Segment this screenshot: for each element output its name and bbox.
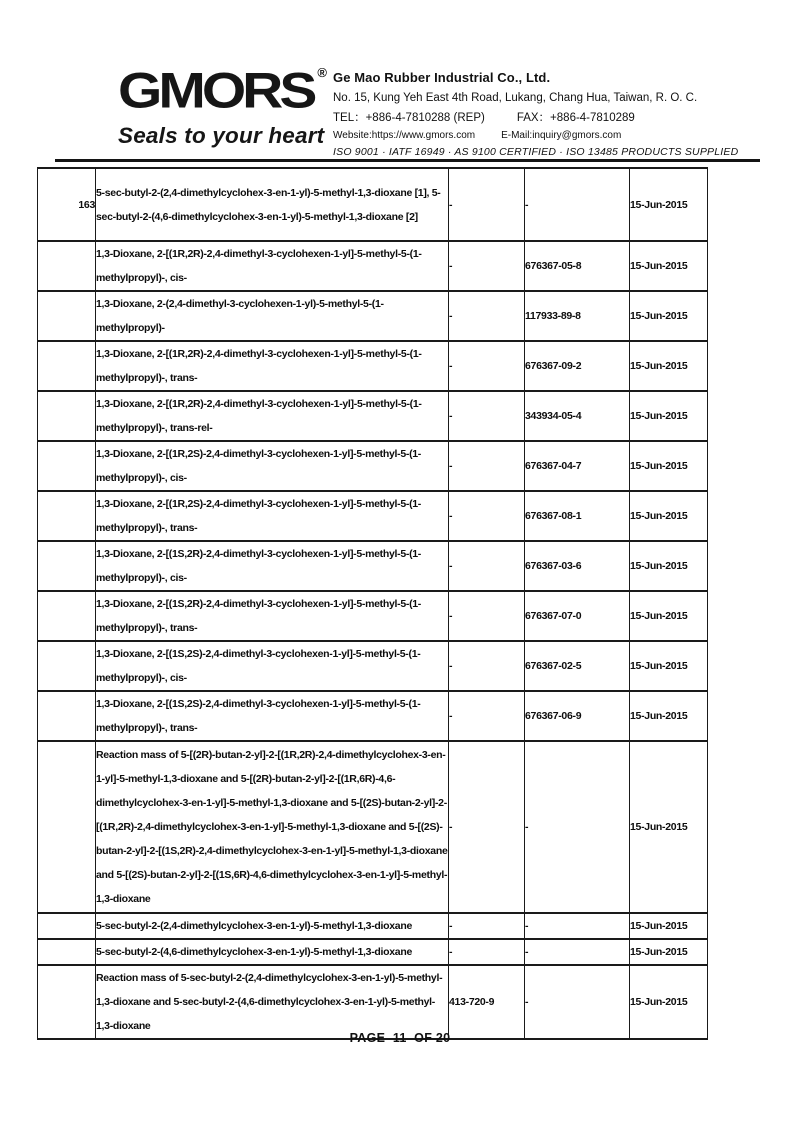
substance-name-cell: 1,3-Dioxane, 2-[(1R,2S)-2,4-dimethyl-3-cyclohexen-1-yl]-5-methyl-5-(1-methylpropyl)-, trans- [96,491,449,541]
table-row [38,341,708,391]
substance-no-cell [38,939,96,965]
date-cell: 15-Jun-2015 [630,391,708,441]
substance-name-cell: 1,3-Dioxane, 2-[(1R,2R)-2,4-dimethyl-3-cyclohexen-1-yl]-5-methyl-5-(1-methylpropyl)-, trans- [96,341,449,391]
table-row [38,168,708,241]
table-row [38,741,708,913]
substance-no-cell [38,641,96,691]
cas-number-cell: 676367-08-1 [525,491,630,541]
table-row [38,291,708,341]
cas-number-cell: 676367-07-0 [525,591,630,641]
substance-no-cell [38,691,96,741]
web-email-line [333,130,693,141]
substance-name-cell: 1,3-Dioxane, 2-[(1S,2R)-2,4-dimethyl-3-cyclohexen-1-yl]-5-methyl-5-(1-methylpropyl)-, trans- [96,591,449,641]
date-cell: 15-Jun-2015 [630,591,708,641]
table-row [38,441,708,491]
cas-number-cell: 343934-05-4 [525,391,630,441]
tel-fax-line [333,109,693,125]
date-cell: 15-Jun-2015 [630,241,708,291]
date-cell: 15-Jun-2015 [630,291,708,341]
cas-number-cell: 676367-02-5 [525,641,630,691]
table-row [38,939,708,965]
substance-name-cell: 1,3-Dioxane, 2-[(1R,2R)-2,4-dimethyl-3-cyclohexen-1-yl]-5-methyl-5-(1-methylpropyl)-, cis- [96,241,449,291]
company-address: No. 15, Kung Yeh East 4th Road, Lukang, Chang Hua, Taiwan, R. O. C. [333,92,698,104]
logo-tagline: Seals to your heart [118,123,325,148]
ec-number-cell: - [449,741,525,913]
ec-number-cell: - [449,913,525,939]
substance-name-cell: 1,3-Dioxane, 2-[(1R,2S)-2,4-dimethyl-3-cyclohexen-1-yl]-5-methyl-5-(1-methylpropyl)-, cis- [96,441,449,491]
substance-name-cell: 1,3-Dioxane, 2-[(1S,2R)-2,4-dimethyl-3-cyclohexen-1-yl]-5-methyl-5-(1-methylpropyl)-, cis- [96,541,449,591]
ec-number-cell: - [449,491,525,541]
substance-name-cell: 5-sec-butyl-2-(4,6-dimethylcyclohex-3-en-1-yl)-5-methyl-1,3-dioxane [96,939,449,965]
substance-name-cell: 1,3-Dioxane, 2-[(1S,2S)-2,4-dimethyl-3-cyclohexen-1-yl]-5-methyl-5-(1-methylpropyl)-, trans- [96,691,449,741]
ec-number-cell: 413-720-9 [449,965,525,1039]
substance-no-cell [38,591,96,641]
substance-no-cell [38,391,96,441]
ec-number-cell: - [449,341,525,391]
date-cell: 15-Jun-2015 [630,441,708,491]
company-name: Ge Mao Rubber Industrial Co., Ltd. [333,70,551,85]
substance-name-cell: Reaction mass of 5-sec-butyl-2-(2,4-dimethylcyclohex-3-en-1-yl)-5-methyl-1,3-dioxane and 5-sec-butyl-2-(4,6-dimethylcyclohex-3-en-1-yl)-5-methyl-1,3-dioxane [96,965,449,1039]
date-cell: 15-Jun-2015 [630,741,708,913]
substance-no-cell [38,965,96,1039]
cas-number-cell: 676367-04-7 [525,441,630,491]
substance-no-cell [38,441,96,491]
date-cell: 15-Jun-2015 [630,965,708,1039]
cas-number-cell: 676367-05-8 [525,241,630,291]
table-row [38,491,708,541]
ec-number-cell: - [449,541,525,591]
substance-name-cell: 5-sec-butyl-2-(2,4-dimethylcyclohex-3-en-1-yl)-5-methyl-1,3-dioxane [1], 5-sec-butyl-2-(4,6-dimethylcyclohex-3-en-1-yl)-5-methyl-1,3-dioxane [2] [96,168,449,241]
table-row [38,541,708,591]
cas-number-cell: - [525,965,630,1039]
table-row [38,691,708,741]
date-cell: 15-Jun-2015 [630,691,708,741]
substance-name-cell: 1,3-Dioxane, 2-(2,4-dimethyl-3-cyclohexen-1-yl)-5-methyl-5-(1-methylpropyl)- [96,291,449,341]
substance-no-cell [38,491,96,541]
ec-number-cell: - [449,641,525,691]
ec-number-cell: - [449,939,525,965]
substance-no-cell [38,913,96,939]
header-separator-rule [55,159,760,162]
cas-number-cell: - [525,913,630,939]
certifications-line: ISO 9001 · IATF 16949 · AS 9100 CERTIFIED · ISO 13485 PRODUCTS SUPPLIED [333,146,739,158]
registered-trademark-icon: ® [317,65,327,80]
gmors-logo-text: GMORS [118,62,314,119]
website-url: Website:https://www.gmors.com [333,130,476,141]
company-info [333,70,739,158]
substance-no-cell [38,291,96,341]
table-row [38,591,708,641]
substance-no-cell [38,741,96,913]
substance-name-cell: 1,3-Dioxane, 2-[(1R,2R)-2,4-dimethyl-3-cyclohexen-1-yl]-5-methyl-5-(1-methylpropyl)-, trans-rel- [96,391,449,441]
cas-number-cell: - [525,168,630,241]
table-row [38,641,708,691]
ec-number-cell: - [449,291,525,341]
date-cell: 15-Jun-2015 [630,491,708,541]
cas-number-cell: 676367-06-9 [525,691,630,741]
date-cell: 15-Jun-2015 [630,641,708,691]
substance-name-cell: 5-sec-butyl-2-(2,4-dimethylcyclohex-3-en-1-yl)-5-methyl-1,3-dioxane [96,913,449,939]
ec-number-cell: - [449,391,525,441]
table-row [38,965,708,1039]
substance-no-cell [38,541,96,591]
ec-number-cell: - [449,691,525,741]
substance-no-cell [38,241,96,291]
logo-row [118,62,338,123]
substance-name-cell: 1,3-Dioxane, 2-[(1S,2S)-2,4-dimethyl-3-cyclohexen-1-yl]-5-methyl-5-(1-methylpropyl)-, cis- [96,641,449,691]
cas-number-cell: - [525,939,630,965]
ec-number-cell: - [449,441,525,491]
date-cell: 15-Jun-2015 [630,541,708,591]
tel-number: TEL：+886-4-7810288 (REP) [333,112,485,124]
cas-number-cell: 676367-03-6 [525,541,630,591]
cas-number-cell: 676367-09-2 [525,341,630,391]
table-row [38,913,708,939]
substance-no-cell: 163 [38,168,96,241]
ec-number-cell: - [449,241,525,291]
cas-number-cell: 117933-89-8 [525,291,630,341]
ec-number-cell: - [449,591,525,641]
date-cell: 15-Jun-2015 [630,341,708,391]
fax-number: FAX：+886-4-7810289 [516,112,635,124]
company-logo [118,62,338,149]
table-row [38,241,708,291]
ec-number-cell: - [449,168,525,241]
substance-name-cell: Reaction mass of 5-[(2R)-butan-2-yl]-2-[(1R,2R)-2,4-dimethylcyclohex-3-en-1-yl]-5-methyl-1,3-dioxane and 5-[(2R)-butan-2-yl]-2-[(1R,6R)-4,6-dimethylcyclohex-3-en-1-yl]-5-methyl-1,3-dioxane and 5-[(2S)-butan-2-yl]-2-[(1R,2R)-2,4-dimethylcyclohex-3-en-1-yl]-5-methyl-1,3-dioxane and 5-[(2S)-butan-2-yl]-2-[(1S,2R)-2,4-dimethylcyclohex-3-en-1-yl]-5-methyl-1,3-dioxane and 5-[(2S)-butan-2-yl]-2-[(1S,6R)-4,6-dimethylcyclohex-3-en-1-yl]-5-methyl-1,3-dioxane [96,741,449,913]
date-cell: 15-Jun-2015 [630,913,708,939]
substance-table [37,167,708,1040]
email-address: E-Mail:inquiry@gmors.com [501,130,622,141]
cas-number-cell: - [525,741,630,913]
substance-no-cell [38,341,96,391]
page-number: PAGE 11 OF 20 [349,1031,451,1045]
table-row [38,391,708,441]
date-cell: 15-Jun-2015 [630,168,708,241]
date-cell: 15-Jun-2015 [630,939,708,965]
